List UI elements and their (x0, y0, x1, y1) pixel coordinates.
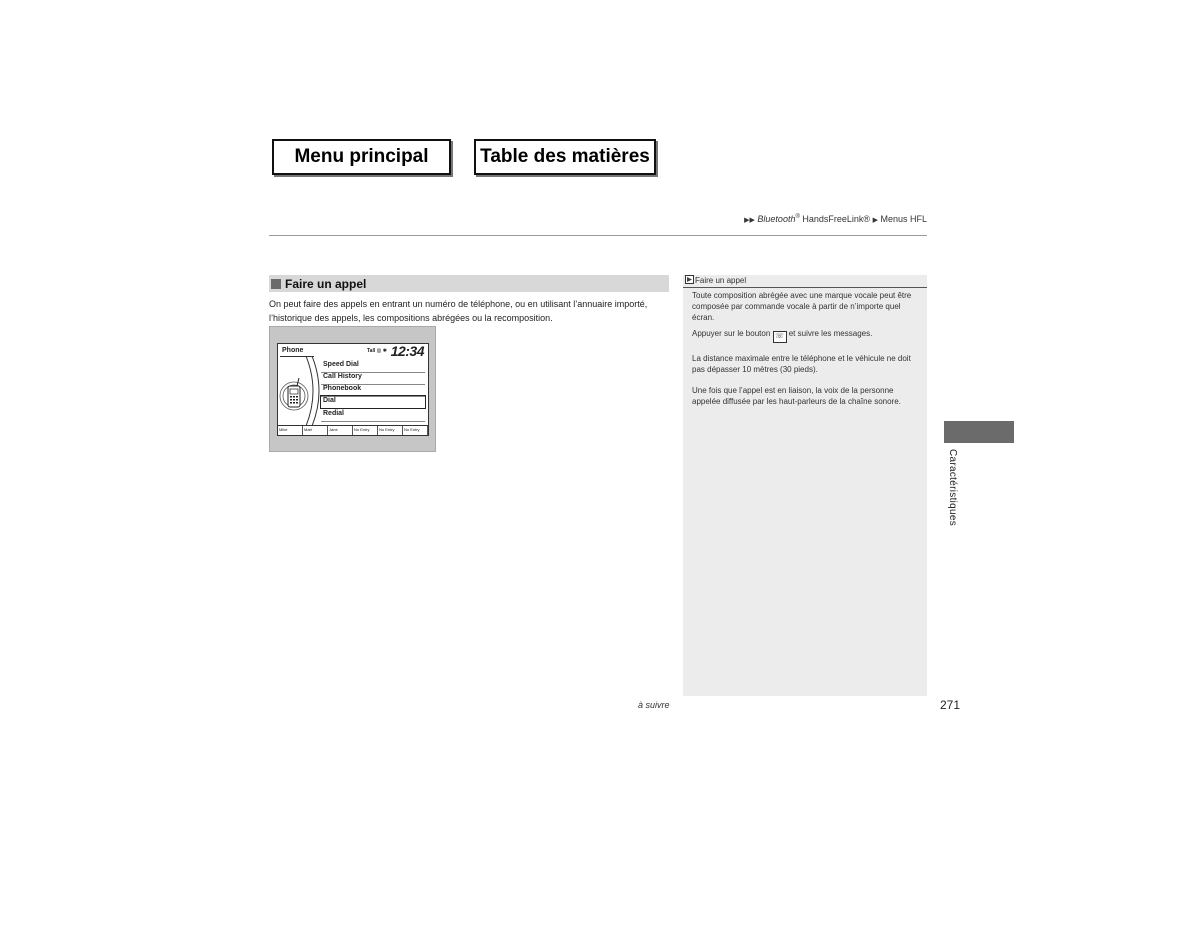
page-number: 271 (940, 698, 961, 712)
menu-item-phonebook[interactable]: Phonebook (323, 385, 362, 392)
speed-dial-bar (278, 425, 428, 435)
note-paragraph: La distance maximale entre le téléphone et le véhicule ne doit pas dépasser 10 mètres (30 pieds). (692, 354, 911, 374)
menu-item-redial[interactable]: Redial (323, 410, 345, 417)
triangle-right-icon: ▶▶ (744, 217, 755, 224)
phone-graphic-icon (278, 356, 326, 426)
breadcrumb (744, 214, 927, 224)
speed-dial-slot[interactable]: Matt (303, 426, 328, 435)
main-menu-button[interactable]: Menu principal (272, 139, 451, 175)
screen-clock: 12:34 (390, 343, 424, 359)
speed-dial-slot[interactable]: Mike (278, 426, 303, 435)
side-note-body (692, 290, 920, 412)
side-note-heading (683, 275, 927, 288)
menu-item-speed-dial[interactable]: Speed Dial (323, 361, 359, 368)
note-text: Appuyer sur le bouton (692, 329, 773, 338)
screen-title: Phone (282, 347, 304, 354)
side-note-heading-text: Faire un appel (695, 276, 747, 285)
side-note-panel (683, 275, 927, 696)
menu-item-dial[interactable]: Dial (323, 397, 336, 404)
note-paragraph: Toute composition abrégée avec une marque vocale peut être composée par commande vocale à partir de n’importe quel écran. (692, 291, 912, 322)
square-bullet-icon (271, 279, 281, 289)
note-paragraph: Une fois que l’appel est en liaison, la voix de la personne appelée diffusée par les haut-parleurs de la chaîne sonore. (692, 386, 901, 406)
note-marker-icon (685, 275, 694, 284)
speed-dial-slot[interactable]: No Entry (378, 426, 403, 435)
chapter-tab-marker[interactable] (944, 421, 1014, 443)
phone-display (277, 343, 429, 436)
registered-mark: ® (795, 214, 800, 220)
speed-dial-slot[interactable]: Jane (328, 426, 353, 435)
breadcrumb-item-bluetooth[interactable]: Bluetooth (757, 214, 796, 224)
breadcrumb-item-menus-hfl[interactable]: Menus HFL (880, 214, 927, 224)
menu-item-call-history[interactable]: Call History (323, 373, 362, 380)
talk-button-icon: ☏ (773, 331, 787, 343)
note-paragraph (692, 328, 920, 343)
table-of-contents-button[interactable]: Table des matières (474, 139, 656, 175)
menu-divider (321, 421, 425, 422)
triangle-right-icon: ▶ (872, 217, 878, 224)
signal-status-icons: Tall ▥ ✱ (367, 348, 387, 354)
phone-screen-illustration (269, 326, 436, 452)
speed-dial-slot[interactable]: No Entry (353, 426, 378, 435)
continued-label: à suivre (638, 700, 670, 710)
section-body (269, 297, 669, 325)
header-divider (269, 235, 927, 236)
note-text: et suivre les messages. (786, 329, 873, 338)
section-heading (269, 275, 669, 292)
chapter-tab-label: Caractéristiques (947, 449, 958, 527)
breadcrumb-item-handsfreelink[interactable]: HandsFreeLink® (799, 214, 871, 224)
section-paragraph: On peut faire des appels en entrant un numéro de téléphone, ou en utilisant l’annuaire importé, l’historique des appels, les compositions abrégées ou la recomposition. (269, 299, 648, 323)
section-heading-text: Faire un appel (285, 276, 367, 291)
speed-dial-slot[interactable]: No Entry (403, 426, 428, 435)
